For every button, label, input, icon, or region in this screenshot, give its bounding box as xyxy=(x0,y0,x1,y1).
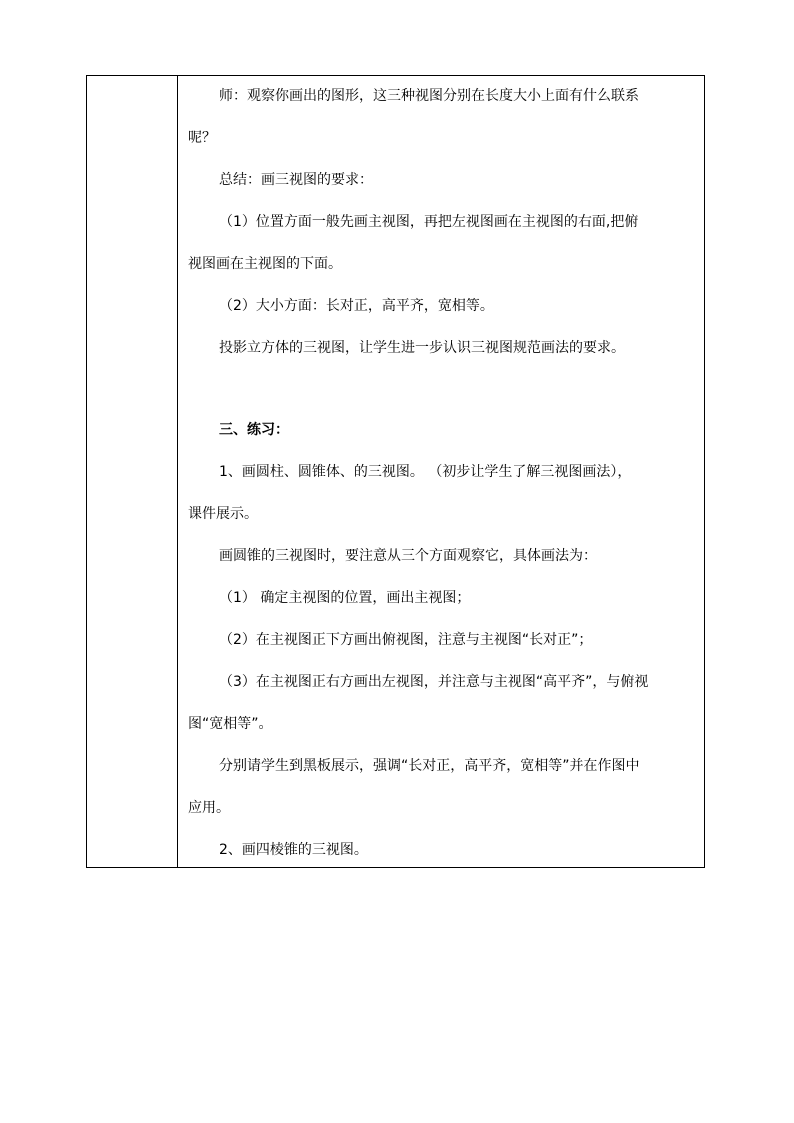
teacher-question-continuation: 呢？ xyxy=(188,130,216,146)
cone-step-2: （2）在主视图正下方画出俯视图，注意与主视图“长对正”； xyxy=(219,632,593,648)
cone-step-3: （3）在主视图正右方画出左视图，并注意与主视图“高平齐”，与俯视 xyxy=(219,674,649,690)
blackboard-continuation: 应用。 xyxy=(188,800,230,816)
cone-step-3-continuation: 图“宽相等”。 xyxy=(188,716,273,732)
cone-method-line: 画圆锥的三视图时，要注意从三个方面观察它，具体画法为： xyxy=(219,548,597,564)
requirement-position-continuation: 视图画在主视图的下面。 xyxy=(188,256,342,272)
teacher-question-line: 师：观察你画出的图形，这三种视图分别在长度大小上面有什么联系 xyxy=(219,88,639,104)
table-content-cell xyxy=(178,76,704,867)
requirement-position-line: （1）位置方面一般先画主视图，再把左视图画在主视图的右面,把俯 xyxy=(219,214,639,230)
practice-item-1-line: 1、画圆柱、圆锥体、的三视图。 （初步让学生了解三视图画法）， xyxy=(219,464,632,480)
summary-heading: 总结：画三视图的要求： xyxy=(219,172,373,188)
projection-cube-line: 投影立方体的三视图，让学生进一步认识三视图规范画法的要求。 xyxy=(219,340,625,356)
lesson-table xyxy=(86,75,705,868)
blackboard-line: 分别请学生到黑板展示，强调“长对正，高平齐，宽相等”并在作图中 xyxy=(219,758,640,774)
practice-item-1-continuation: 课件展示。 xyxy=(188,506,258,522)
cone-step-1: （1） 确定主视图的位置，画出主视图； xyxy=(219,590,471,606)
table-left-column xyxy=(87,76,178,867)
requirement-size-line: （2）大小方面：长对正，高平齐，宽相等。 xyxy=(219,298,494,314)
practice-item-2: 2、画四棱锥的三视图。 xyxy=(219,842,368,858)
practice-heading: 三、练习： xyxy=(219,422,289,438)
